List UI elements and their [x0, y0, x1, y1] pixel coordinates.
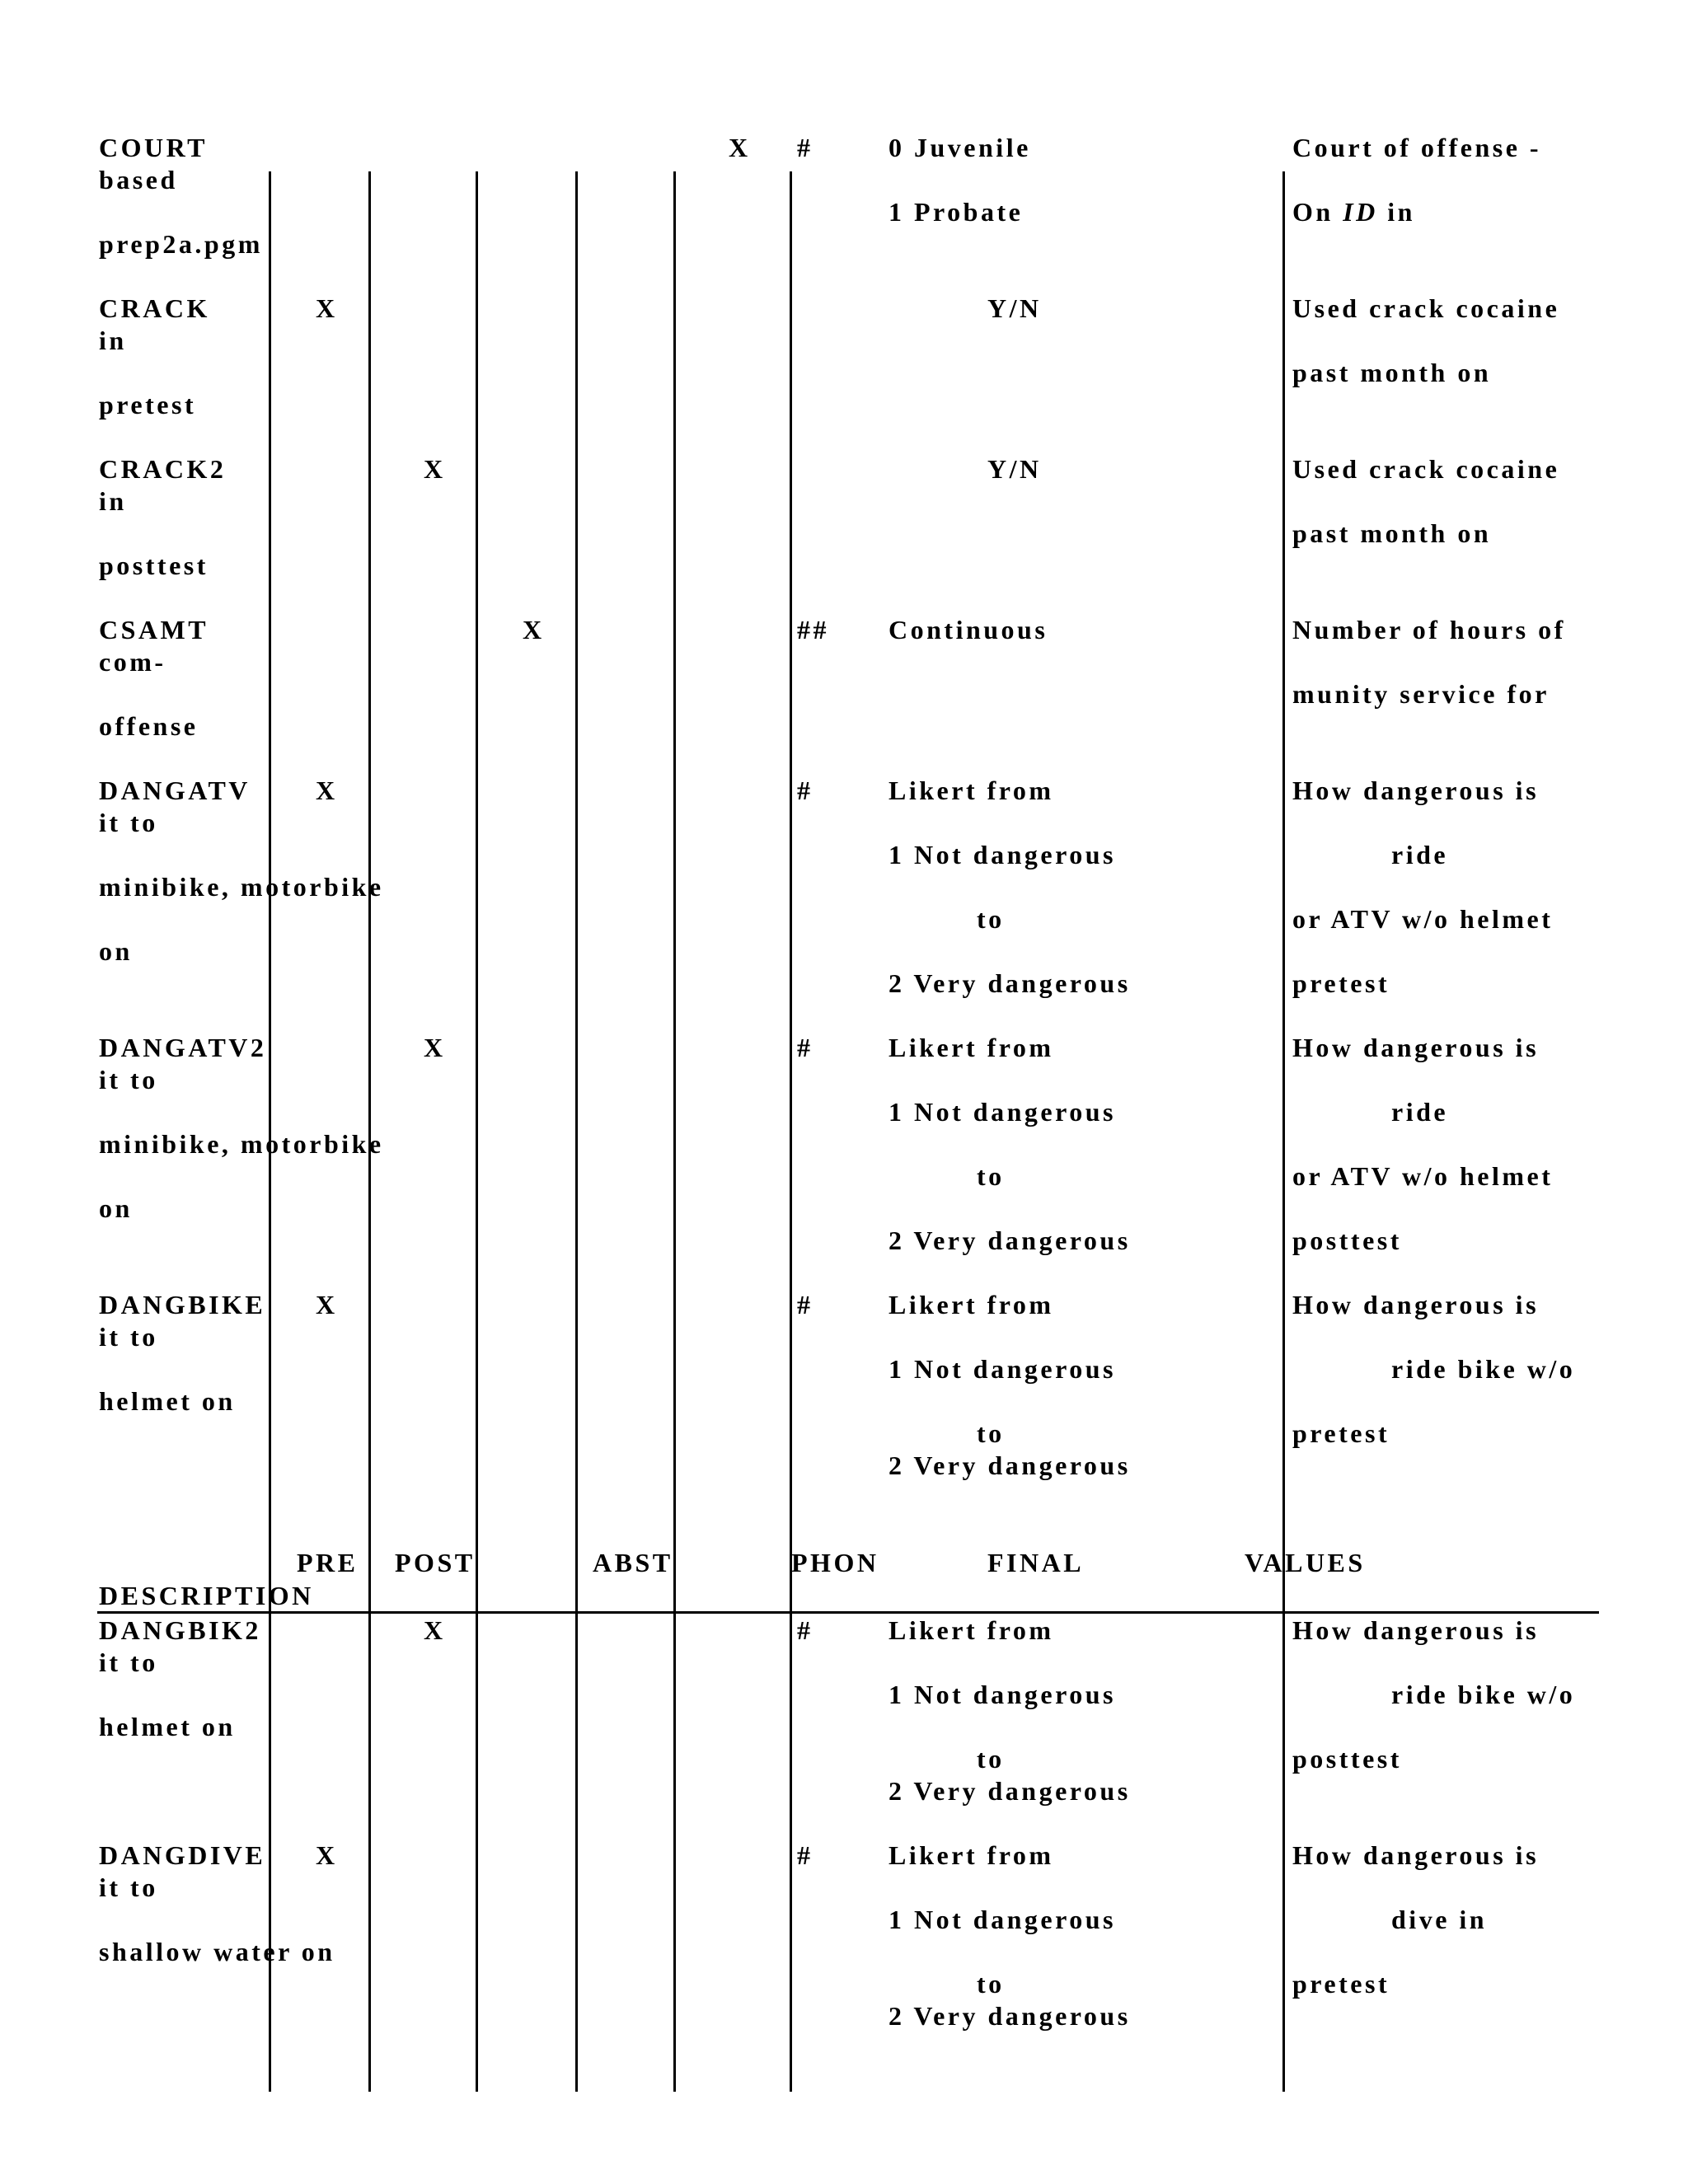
- variable-name: DANGATV: [99, 776, 251, 805]
- variable-name: CRACK2: [99, 454, 227, 484]
- column-rule: [575, 1531, 578, 2092]
- final-value: to: [977, 904, 1005, 934]
- description: Court of offense -: [1292, 133, 1542, 162]
- final-value: Y/N: [987, 454, 1042, 484]
- final-value: 1 Not dangerous: [889, 1097, 1116, 1127]
- column-rule: [790, 1531, 792, 2092]
- post-mark: X: [424, 454, 446, 484]
- description: pretest: [1292, 1969, 1390, 1999]
- description: pretest: [1292, 1418, 1390, 1448]
- description: On ID in: [1292, 197, 1415, 227]
- column-rule: [575, 171, 578, 1531]
- final-value: 1 Not dangerous: [889, 1905, 1116, 1934]
- variable-name: CRACK: [99, 293, 210, 323]
- phon-mark: #: [797, 776, 814, 805]
- description: ride: [1391, 1097, 1449, 1127]
- variable-name: DANGATV2: [99, 1033, 267, 1062]
- variable-name-cont: helmet on: [99, 1386, 236, 1416]
- variable-name-cont: it to: [99, 1065, 158, 1094]
- variable-name: DANGBIK2: [99, 1615, 261, 1645]
- variable-name-cont: based: [99, 165, 178, 194]
- pre-mark: X: [316, 1290, 338, 1319]
- description: or ATV w/o helmet: [1292, 904, 1554, 934]
- pre-mark: X: [316, 776, 338, 805]
- final-value: 2 Very dangerous: [889, 1776, 1131, 1806]
- final-value: 1 Not dangerous: [889, 840, 1116, 869]
- description: dive in: [1391, 1905, 1488, 1934]
- final-value: 2 Very dangerous: [889, 2001, 1131, 2031]
- variable-name-cont: prep2a.pgm: [99, 229, 263, 259]
- description: munity service for: [1292, 679, 1550, 709]
- variable-name: COURT: [99, 133, 208, 162]
- final-value: to: [977, 1969, 1005, 1999]
- final-value: Likert from: [889, 1840, 1054, 1870]
- variable-name-cont: it to: [99, 1872, 158, 1902]
- final-value: Likert from: [889, 1290, 1054, 1319]
- variable-name-cont: helmet on: [99, 1712, 236, 1741]
- column-rule: [269, 171, 271, 1531]
- variable-name: DANGBIKE: [99, 1290, 266, 1319]
- description: ride bike w/o: [1391, 1680, 1576, 1709]
- phon-mark: #: [797, 1615, 814, 1645]
- description: Used crack cocaine: [1292, 454, 1560, 484]
- variable-name-cont: minibike, motorbike: [99, 1129, 384, 1159]
- header-values: VALUES: [1245, 1548, 1366, 1577]
- column-rule: [1282, 1531, 1285, 2092]
- description: past month on: [1292, 518, 1492, 548]
- phon-mark: #: [797, 1033, 814, 1062]
- final-value: 2 Very dangerous: [889, 1226, 1131, 1255]
- variable-name-cont: it to: [99, 1322, 158, 1352]
- column-rule: [1282, 171, 1285, 1531]
- description: pretest: [1292, 968, 1390, 998]
- header-post: POST: [395, 1548, 476, 1577]
- column-rule: [673, 1531, 676, 2092]
- description: Number of hours of: [1292, 615, 1566, 644]
- description: ride: [1391, 840, 1449, 869]
- final-value: to: [977, 1418, 1005, 1448]
- pre-mark: X: [316, 1840, 338, 1870]
- variable-name-cont: offense: [99, 711, 199, 741]
- column-rule: [368, 1531, 371, 2092]
- variable-name-cont: it to: [99, 808, 158, 837]
- variable-name-cont: on: [99, 1193, 133, 1223]
- description: How dangerous is: [1292, 1840, 1540, 1870]
- column-rule: [476, 171, 478, 1531]
- phon-mark: #: [797, 133, 814, 162]
- description: or ATV w/o helmet: [1292, 1161, 1554, 1191]
- final-value: Y/N: [987, 293, 1042, 323]
- final-value: to: [977, 1744, 1005, 1774]
- variable-name-cont: in: [99, 486, 127, 516]
- final-value: Continuous: [889, 615, 1048, 644]
- header-final: FINAL: [987, 1548, 1085, 1577]
- final-value: 2 Very dangerous: [889, 968, 1131, 998]
- variable-name-cont: in: [99, 326, 127, 355]
- final-value: 1 Not dangerous: [889, 1354, 1116, 1384]
- column-rule: [790, 171, 792, 1531]
- final-value: 2 Very dangerous: [889, 1451, 1131, 1480]
- description: posttest: [1292, 1744, 1402, 1774]
- description: How dangerous is: [1292, 1033, 1540, 1062]
- description: How dangerous is: [1292, 1615, 1540, 1645]
- description: How dangerous is: [1292, 776, 1540, 805]
- col5-mark: X: [729, 133, 751, 162]
- variable-name: CSAMT: [99, 615, 209, 644]
- phon-mark: #: [797, 1290, 814, 1319]
- variable-name: DANGDIVE: [99, 1840, 266, 1870]
- description: posttest: [1292, 1226, 1402, 1255]
- col3-mark: X: [523, 615, 545, 644]
- header-description: DESCRIPTION: [99, 1581, 314, 1610]
- variable-name-cont: on: [99, 936, 133, 966]
- pre-mark: X: [316, 293, 338, 323]
- column-rule: [476, 1531, 478, 2092]
- description: ride bike w/o: [1391, 1354, 1576, 1384]
- column-rule: [269, 1531, 271, 2092]
- final-value: Likert from: [889, 1615, 1054, 1645]
- description: Used crack cocaine: [1292, 293, 1560, 323]
- variable-name-cont: com-: [99, 647, 166, 677]
- phon-mark: #: [797, 1840, 814, 1870]
- variable-name-cont: shallow water on: [99, 1937, 335, 1966]
- final-value: to: [977, 1161, 1005, 1191]
- variable-name-cont: posttest: [99, 551, 209, 580]
- final-value: Likert from: [889, 1033, 1054, 1062]
- column-rule: [673, 171, 676, 1531]
- header-pre: PRE: [297, 1548, 359, 1577]
- final-value: 1 Not dangerous: [889, 1680, 1116, 1709]
- variable-name-cont: it to: [99, 1647, 158, 1677]
- phon-mark: ##: [797, 615, 829, 644]
- final-value: Likert from: [889, 776, 1054, 805]
- final-value: 1 Probate: [889, 197, 1024, 227]
- description: past month on: [1292, 358, 1492, 387]
- header-phon: PHON: [791, 1548, 879, 1577]
- column-rule: [368, 171, 371, 1531]
- final-value: 0 Juvenile: [889, 133, 1031, 162]
- variable-name-cont: minibike, motorbike: [99, 872, 384, 902]
- variable-name-cont: pretest: [99, 390, 197, 419]
- post-mark: X: [424, 1033, 446, 1062]
- description: How dangerous is: [1292, 1290, 1540, 1319]
- header-abst: ABST: [593, 1548, 673, 1577]
- header-rule: [97, 1611, 1599, 1614]
- post-mark: X: [424, 1615, 446, 1645]
